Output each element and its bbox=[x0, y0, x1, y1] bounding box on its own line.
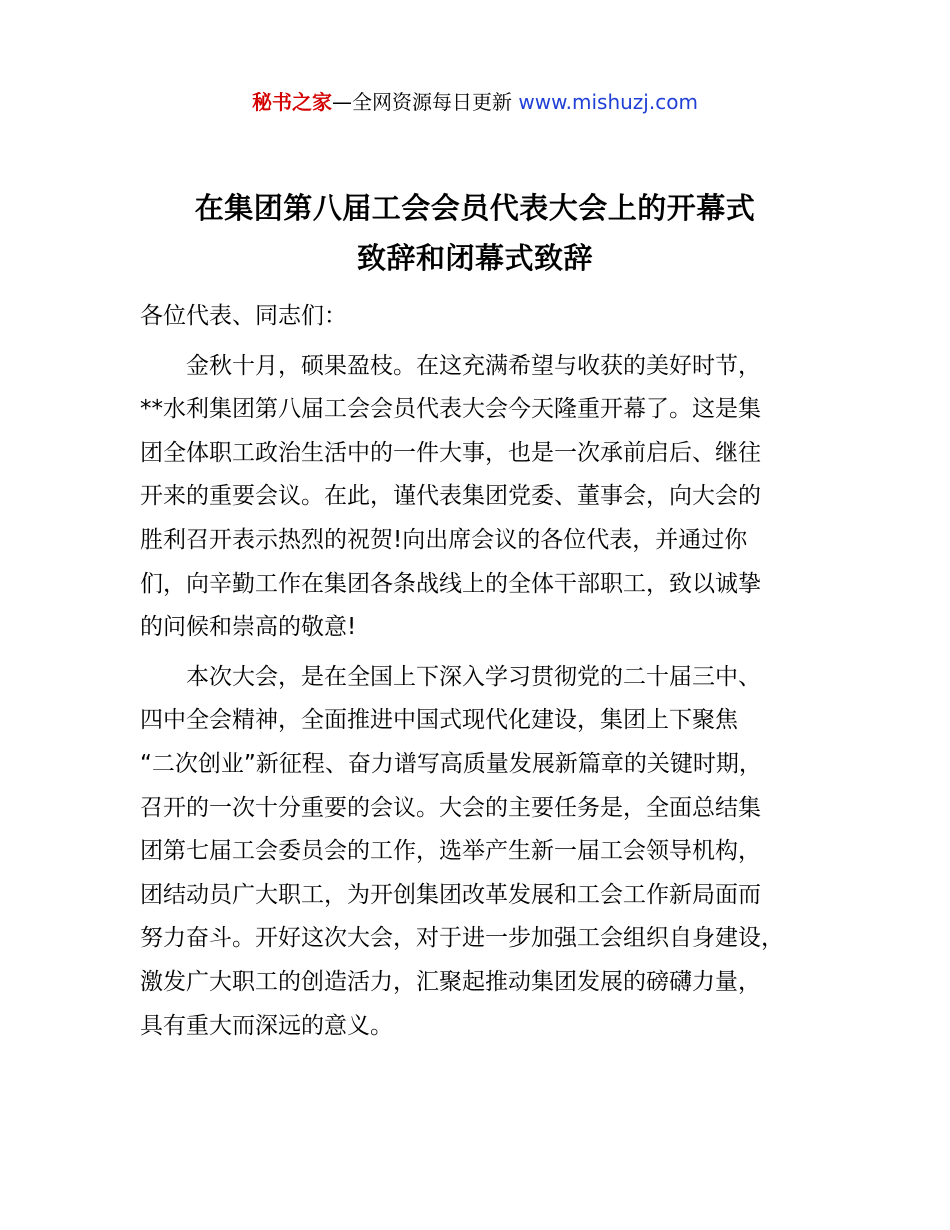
title-line-1: 在集团第八届工会会员代表大会上的开幕式 bbox=[194, 191, 756, 225]
paragraph-line: 本次大会，是在全国上下深入学习贯彻党的二十届三中、 bbox=[186, 663, 761, 690]
page-header bbox=[0, 86, 950, 118]
paragraph-line: 努力奋斗。开好这次大会，对于进一步加强工会组织自身建设， bbox=[140, 925, 784, 952]
paragraph-line: 激发广大职工的创造活力，汇聚起推动集团发展的磅礴力量， bbox=[140, 968, 761, 995]
paragraph-line: 团全体职工政治生活中的一件大事，也是一次承前启后、继往 bbox=[140, 439, 761, 466]
paragraph-line: 的问候和崇高的敬意! bbox=[140, 614, 357, 641]
header-brand: 秘书之家 bbox=[252, 90, 333, 114]
title-line-2: 致辞和闭幕式致辞 bbox=[356, 241, 593, 275]
header-tagline: —全网资源每日更新 bbox=[332, 90, 519, 114]
paragraph-2 bbox=[140, 656, 830, 1048]
header-site-link[interactable]: www.mishuzj.com bbox=[518, 90, 698, 114]
paragraph-1 bbox=[140, 345, 830, 650]
paragraph-line: 四中全会精神，全面推进中国式现代化建设，集团上下聚焦 bbox=[140, 707, 738, 734]
paragraph-line: “二次创业”新征程、奋力谱写高质量发展新篇章的关键时期， bbox=[140, 750, 762, 777]
paragraph-line: 具有重大而深远的意义。 bbox=[140, 1012, 393, 1039]
paragraph-line: 们，向辛勤工作在集团各条战线上的全体干部职工，致以诚挚 bbox=[140, 570, 761, 597]
document-title bbox=[0, 183, 950, 283]
salutation: 各位代表、同志们： bbox=[140, 303, 347, 329]
paragraph-line: 团第七届工会委员会的工作，选举产生新一届工会领导机构， bbox=[140, 838, 761, 865]
document-body bbox=[140, 295, 830, 1054]
paragraph-line: 召开的一次十分重要的会议。大会的主要任务是，全面总结集 bbox=[140, 794, 761, 821]
paragraph-line: 开来的重要会议。在此，谨代表集团党委、董事会，向大会的 bbox=[140, 483, 761, 510]
paragraph-line: **水利集团第八届工会会员代表大会今天隆重开幕了。这是集 bbox=[140, 396, 761, 423]
paragraph-line: 金秋十月，硕果盈枝。在这充满希望与收获的美好时节， bbox=[186, 352, 761, 379]
paragraph-line: 胜利召开表示热烈的祝贺!向出席会议的各位代表，并通过你 bbox=[140, 526, 748, 553]
paragraph-line: 团结动员广大职工，为开创集团改革发展和工会工作新局面而 bbox=[140, 881, 761, 908]
